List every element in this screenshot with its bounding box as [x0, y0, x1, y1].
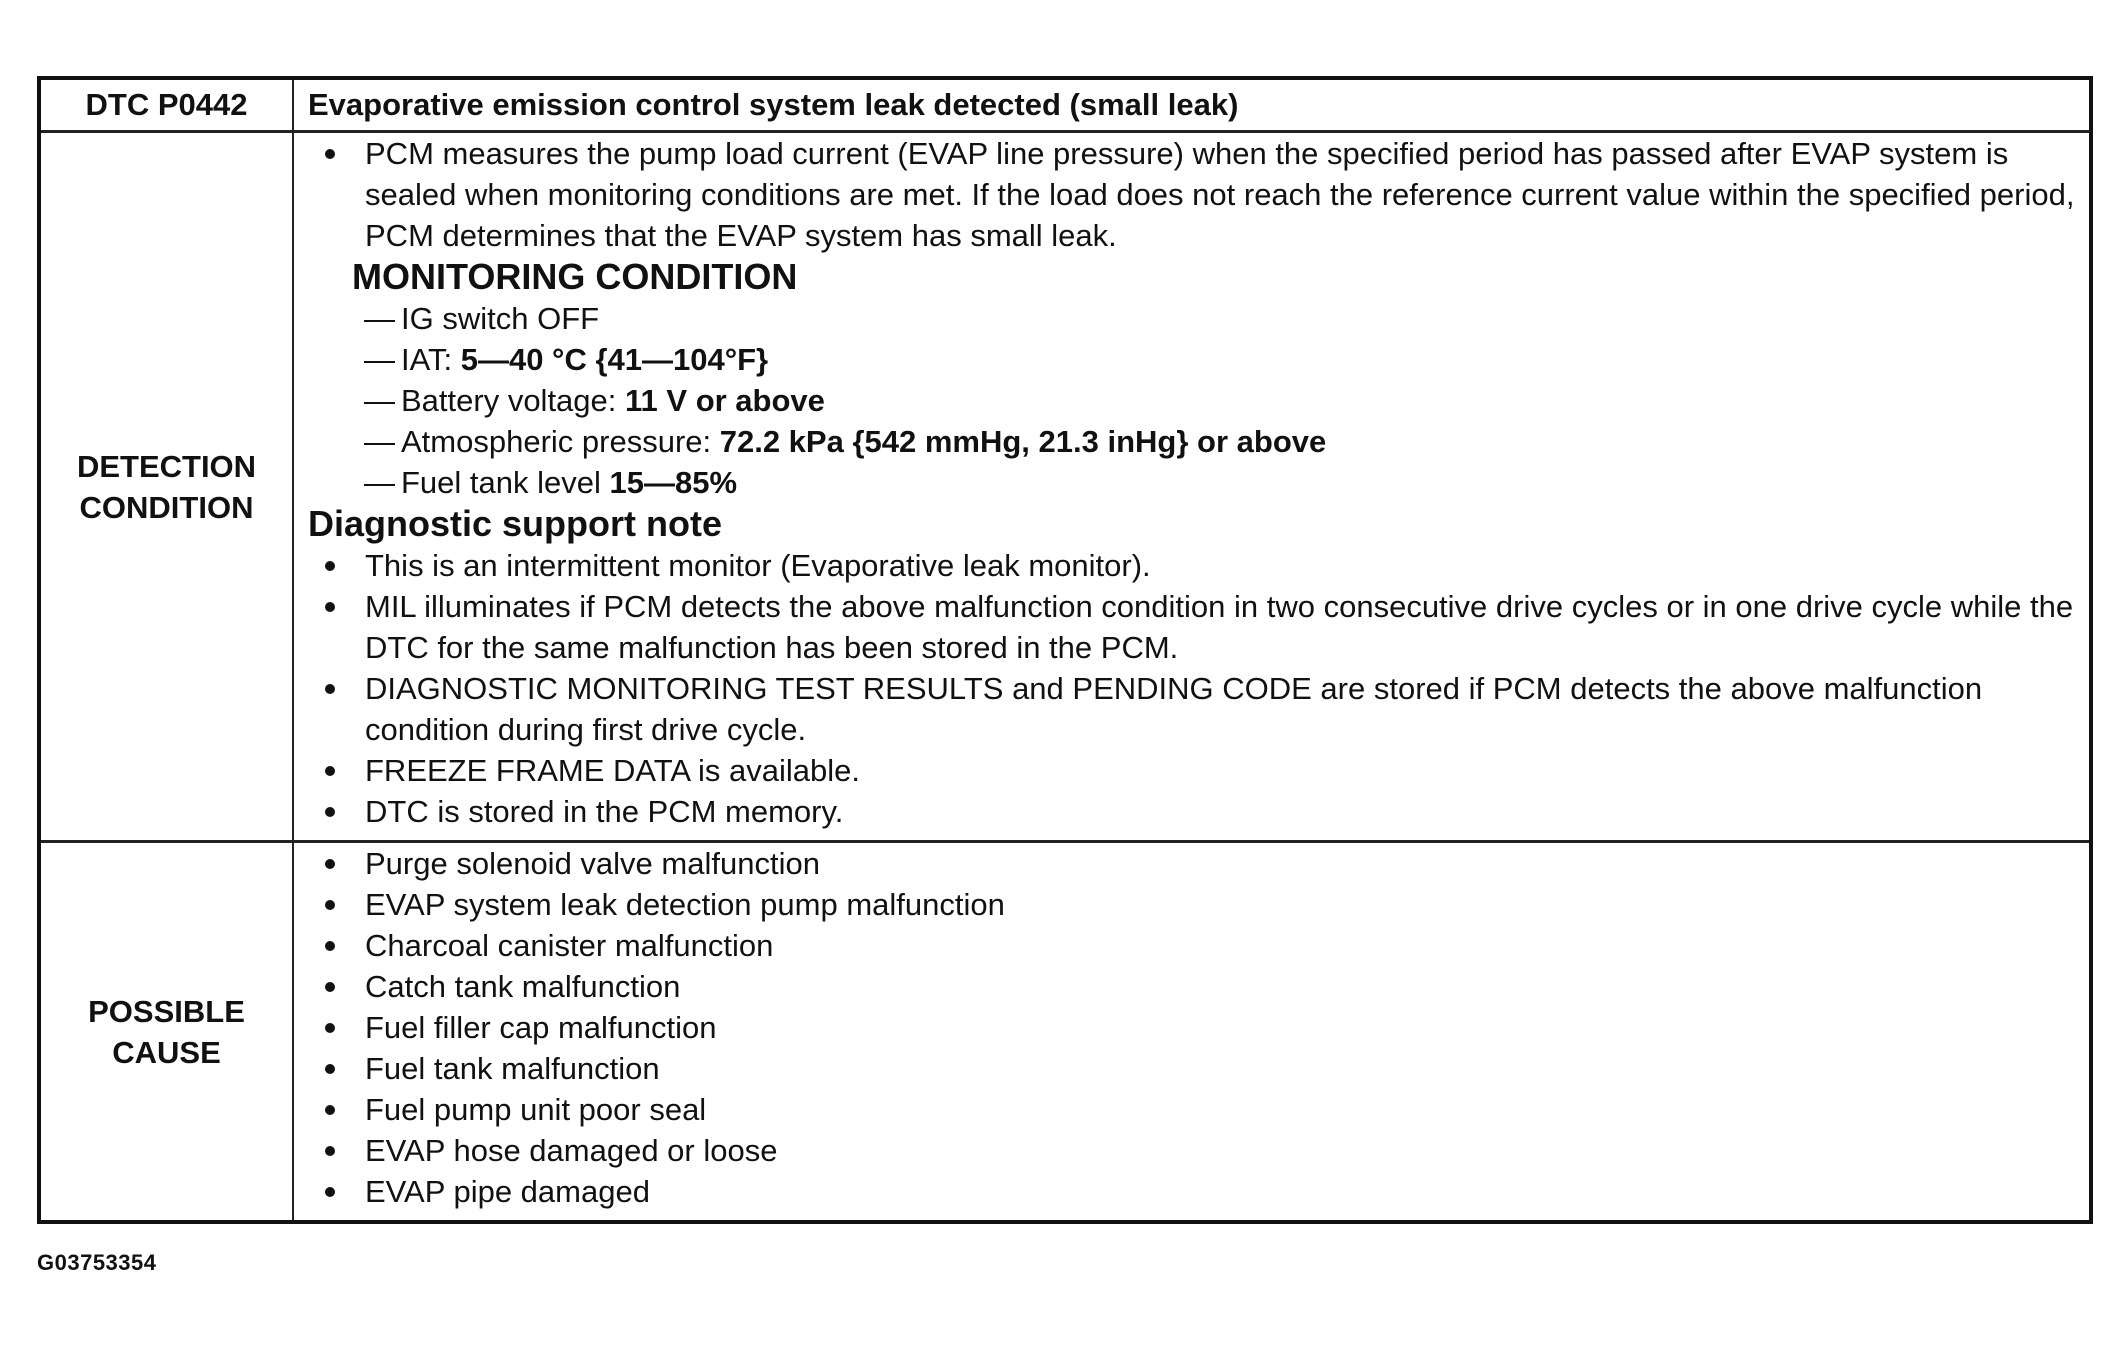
condition-item	[364, 298, 2079, 339]
support-note-item: MIL illuminates if PCM detects the above malfunction condition in two consecutive drive cycles or in one drive cycle while the DTC for the same malfunction has been stored in the PCM.	[308, 586, 2079, 668]
detection-label-line1: DETECTION	[76, 448, 257, 484]
support-note-item: FREEZE FRAME DATA is available.	[308, 750, 2079, 791]
detection-intro-list	[308, 133, 2079, 256]
condition-label: Atmospheric pressure:	[401, 424, 720, 459]
cause-label-line1: POSSIBLE	[88, 993, 245, 1029]
support-note-item: DTC is stored in the PCM memory.	[308, 791, 2079, 832]
dtc-code: DTC P0442	[39, 78, 293, 132]
cause-label-line2: CAUSE	[112, 1034, 221, 1070]
dtc-title: Evaporative emission control system leak detected (small leak)	[293, 78, 2091, 132]
condition-value: 72.2 kPa {542 mmHg, 21.3 inHg} or above	[719, 424, 1327, 459]
monitoring-condition-heading: MONITORING CONDITION	[352, 256, 798, 297]
dash-mark: —	[364, 465, 395, 500]
dash-mark: —	[364, 342, 395, 377]
cause-item: Fuel tank malfunction	[308, 1048, 2079, 1089]
condition-value: 5—40 °C {41—104°F}	[460, 342, 769, 377]
possible-cause-list	[308, 843, 2079, 1212]
detection-condition-content	[293, 132, 2091, 842]
condition-label: Battery voltage:	[401, 383, 626, 418]
cause-item: EVAP system leak detection pump malfunction	[308, 884, 2079, 925]
support-note-item: This is an intermittent monitor (Evaporative leak monitor).	[308, 545, 2079, 586]
diagnostic-support-list	[308, 545, 2079, 832]
detection-label-line2: CONDITION	[79, 489, 254, 525]
condition-value: 15—85%	[609, 465, 738, 500]
detection-condition-row	[39, 132, 2091, 842]
condition-item	[364, 462, 2079, 503]
dash-mark: —	[364, 424, 395, 459]
cause-item: Fuel pump unit poor seal	[308, 1089, 2079, 1130]
possible-cause-label	[39, 842, 293, 1223]
detection-condition-label	[39, 132, 293, 842]
header-row	[39, 78, 2091, 132]
cause-item: EVAP pipe damaged	[308, 1171, 2079, 1212]
condition-item	[364, 380, 2079, 421]
cause-item: EVAP hose damaged or loose	[308, 1130, 2079, 1171]
dash-mark: —	[364, 383, 395, 418]
cause-item: Fuel filler cap malfunction	[308, 1007, 2079, 1048]
dash-mark: —	[364, 301, 395, 336]
condition-item	[364, 339, 2079, 380]
figure-id: G03753354	[37, 1250, 157, 1275]
possible-cause-content	[293, 842, 2091, 1223]
possible-cause-row	[39, 842, 2091, 1223]
detection-intro: PCM measures the pump load current (EVAP line pressure) when the specified period has passed after EVAP system is sealed when monitoring conditions are met. If the load does not reach the reference current value within the specified period, PCM determines that the EVAP system has small leak.	[308, 133, 2079, 256]
condition-value: 11 V or above	[625, 383, 825, 418]
cause-item: Charcoal canister malfunction	[308, 925, 2079, 966]
dtc-table	[37, 76, 2093, 1224]
condition-item	[364, 421, 2079, 462]
condition-label: Fuel tank level	[401, 465, 610, 500]
cause-item: Catch tank malfunction	[308, 966, 2079, 1007]
condition-label: IG switch OFF	[401, 301, 600, 336]
support-note-item: DIAGNOSTIC MONITORING TEST RESULTS and PENDING CODE are stored if PCM detects the above malfunction condition during first drive cycle.	[308, 668, 2079, 750]
monitoring-condition-list	[308, 298, 2079, 503]
diagnostic-support-heading: Diagnostic support note	[308, 503, 722, 544]
condition-label: IAT:	[401, 342, 461, 377]
cause-item: Purge solenoid valve malfunction	[308, 843, 2079, 884]
